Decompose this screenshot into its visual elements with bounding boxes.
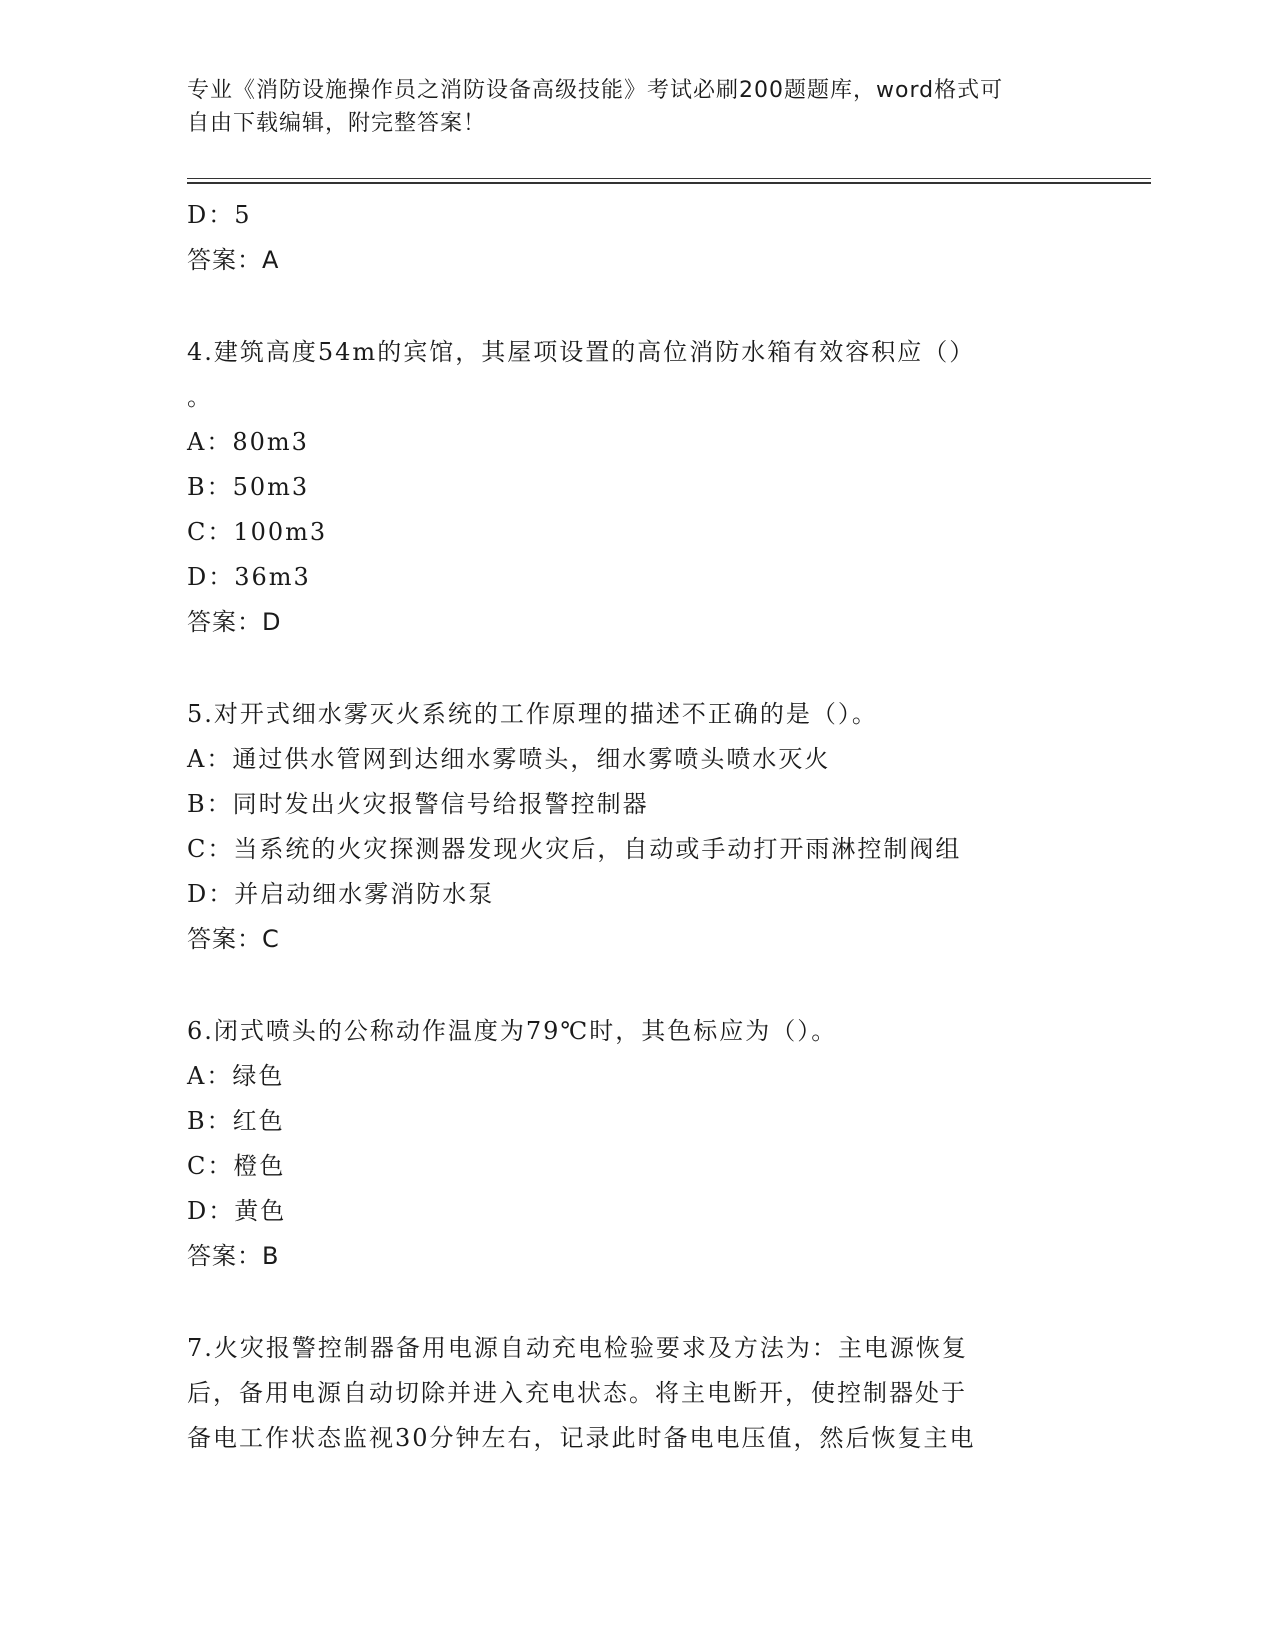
answer: 答案：C [187, 925, 280, 953]
option-b: B：50m3 [187, 473, 310, 501]
question-stem: 6.闭式喷头的公称动作温度为79℃时，其色标应为（）。 [187, 1017, 838, 1045]
question-stem-line-3: 备电工作状态监视30分钟左右，记录此时备电电压值，然后恢复主电 [187, 1424, 976, 1452]
option-d: D：5 [187, 201, 252, 229]
answer: 答案：D [187, 608, 282, 636]
option-a: A：通过供水管网到达细水雾喷头，细水雾喷头喷水灭火 [187, 745, 831, 773]
header-divider-thin [187, 178, 1151, 179]
question-3-tail [187, 193, 1087, 283]
option-c: C：橙色 [187, 1152, 286, 1180]
answer: 答案：B [187, 1242, 280, 1270]
question-stem: 5.对开式细水雾灭火系统的工作原理的描述不正确的是（）。 [187, 700, 878, 728]
option-c: C：当系统的火灾探测器发现火灾后，自动或手动打开雨淋控制阀组 [187, 835, 962, 863]
question-5 [187, 692, 1087, 962]
option-d: D：36m3 [187, 563, 311, 591]
answer: 答案：A [187, 246, 280, 274]
option-b: B：同时发出火灾报警信号给报警控制器 [187, 790, 649, 818]
question-stem: 4.建筑高度54m的宾馆，其屋项设置的高位消防水箱有效容积应（） [187, 338, 976, 366]
header-title-line-2: 自由下载编辑，附完整答案！ [187, 111, 487, 136]
question-stem-continuation: 。 [187, 383, 213, 411]
option-c: C：100m3 [187, 518, 328, 546]
question-7 [187, 1326, 1087, 1461]
option-d: D：黄色 [187, 1197, 287, 1225]
option-d: D：并启动细水雾消防水泵 [187, 880, 495, 908]
header-divider-thick [187, 182, 1151, 184]
option-b: B：红色 [187, 1107, 285, 1135]
question-6 [187, 1009, 1087, 1279]
question-stem-line-1: 7.火灾报警控制器备用电源自动充电检验要求及方法为：主电源恢复 [187, 1334, 968, 1362]
document-header [187, 74, 1067, 140]
question-list [187, 193, 1087, 1461]
option-a: A：80m3 [187, 428, 309, 456]
question-4 [187, 330, 1087, 645]
option-a: A：绿色 [187, 1062, 285, 1090]
header-title-line-1: 专业《消防设施操作员之消防设备高级技能》考试必刷200题题库，word格式可 [187, 78, 1004, 103]
question-stem-line-2: 后，备用电源自动切除并进入充电状态。将主电断开，使控制器处于 [187, 1379, 967, 1407]
